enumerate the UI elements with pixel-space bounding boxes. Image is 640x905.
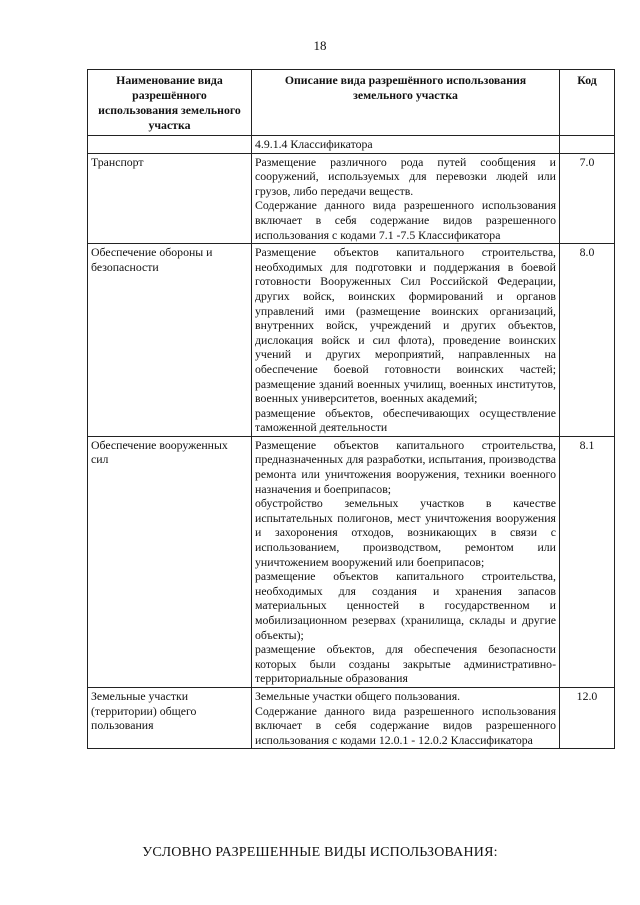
cell-code: 8.0 — [560, 244, 615, 437]
table-row-defense — [88, 244, 615, 437]
description-paragraph: Размещение объектов капитального строительства, предназначенных для разработки, испытания, производства ремонта или уничтожения вооружения, техники военного назначения и боеприпасов; — [255, 437, 556, 496]
cell-name: Земельные участки (территории) общего пользования — [88, 687, 252, 748]
description-paragraph: обустройство земельных участков в качестве испытательных полигонов, мест уничтожения вооружения и захоронения отходов, возникающих в связи с использованием, производством, ремонтом или уничтожением вооружений или боеприпасов; — [255, 496, 556, 569]
header-name: Наименование вида разрешённого использования земельного участка — [88, 70, 252, 136]
description-paragraph: размещение объектов капитального строительства, необходимых для создания и хранения запасов материальных ценностей в государственном и мобилизационном резервах (хранилища, склады и другие объекты); — [255, 569, 556, 642]
cell-description — [252, 153, 560, 244]
table-header-row — [88, 70, 615, 136]
description-paragraph: размещение объектов, для обеспечения безопасности которых были созданы закрытые административно-территориальные образования — [255, 642, 556, 686]
cell-description — [252, 687, 560, 748]
land-use-table — [87, 69, 615, 749]
page-number: 18 — [313, 38, 327, 53]
cell-code: 12.0 — [560, 687, 615, 748]
table-row-public-land — [88, 687, 615, 748]
cell-name: Транспорт — [88, 153, 252, 244]
section-heading: УСЛОВНО РАЗРЕШЕННЫЕ ВИДЫ ИСПОЛЬЗОВАНИЯ: — [142, 845, 498, 860]
cell-name — [88, 136, 252, 154]
table-row-armed-forces — [88, 436, 615, 687]
cell-description — [252, 244, 560, 437]
cell-name: Обеспечение вооруженных сил — [88, 436, 252, 687]
cell-code — [560, 136, 615, 154]
table-row-continuation — [88, 136, 615, 154]
description-paragraph: Земельные участки общего пользования. — [255, 688, 461, 703]
cell-name: Обеспечение обороны и безопасности — [88, 244, 252, 437]
cell-description — [252, 436, 560, 687]
description-paragraph: размещение объектов, обеспечивающих осуществление таможенной деятельности — [255, 405, 556, 435]
cell-code: 7.0 — [560, 153, 615, 244]
header-description: Описание вида разрешённого использования земельного участка — [252, 70, 560, 136]
description-paragraph: Содержание данного вида разрешенного использования включает в себя содержание видов разрешенного использования с кодами 7.1 -7.5 Классификатора — [255, 198, 556, 242]
cell-description: 4.9.1.4 Классификатора — [252, 136, 560, 154]
header-code: Код — [560, 70, 615, 136]
table-row-transport — [88, 153, 615, 244]
description-paragraph: Размещение объектов капитального строительства, необходимых для подготовки и поддержания в боевой готовности Вооруженных Сил Российской Федерации, других войск, воинских формирований и органов управлений ими (размещение воинских организаций, внутренних войск, учреждений и других объектов, дислокация войск и сил флота), проведение воинских учений и других мероприятий, направленных на обеспечение боевой готовности воинских частей; размещение зданий военных училищ, военных институтов, военных университетов, военных академий; — [255, 245, 556, 406]
cell-code: 8.1 — [560, 436, 615, 687]
description-paragraph: Размещение различного рода путей сообщения и сооружений, используемых для перевозки людей или грузов, либо передачи веществ. — [255, 154, 556, 198]
description-paragraph: Содержание данного вида разрешенного использования включает в себя содержание видов разрешенного использования с кодами 12.0.1 - 12.0.2 Классификатора — [255, 703, 556, 747]
